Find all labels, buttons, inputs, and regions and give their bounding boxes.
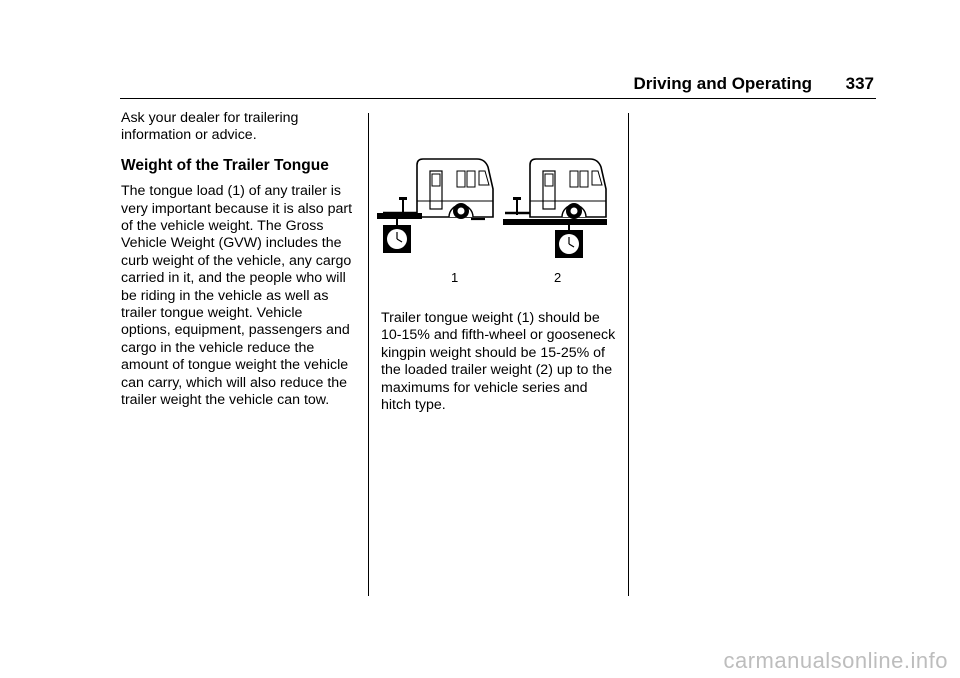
trailer-1 bbox=[377, 159, 493, 253]
right-column bbox=[381, 310, 621, 414]
section-heading: Weight of the Trailer Tongue bbox=[121, 156, 329, 174]
header-title: Driving and Operating bbox=[633, 74, 812, 93]
column-divider-right bbox=[628, 113, 629, 596]
header-rule bbox=[120, 98, 876, 99]
body-paragraph: The tongue load (1) of any trailer is very important because it is also part of the vehicle weight. The Gross Vehicle Weight (GVW) includes the curb weight of the vehicle, any cargo carried in it, and the people who will be riding in the vehicle as well as trailer tongue weight. Vehicle options, equipment, passengers and cargo in the vehicle reduce the amount of tongue weight the vehicle can carry, which will also reduce the trailer weight the vehicle can tow. bbox=[121, 183, 353, 409]
intro-paragraph: Ask your dealer for trailering information or advice. bbox=[121, 110, 299, 144]
watermark: carmanualsonline.info bbox=[723, 648, 948, 673]
page-number: 337 bbox=[845, 74, 874, 93]
trailer-2 bbox=[503, 159, 607, 258]
figure-label-1: 1 bbox=[451, 270, 459, 285]
figure-caption: Trailer tongue weight (1) should be 10-15% and fifth-wheel or gooseneck kingpin weight should be 15-25% of the loaded trailer weight (2) up to the maximums for vehicle series and hitch type. bbox=[381, 310, 616, 414]
figure-label-2: 2 bbox=[554, 270, 562, 285]
trailer-weight-figure bbox=[377, 155, 617, 290]
column-divider-left bbox=[368, 113, 369, 596]
left-column bbox=[121, 110, 356, 410]
page-header bbox=[120, 70, 876, 98]
trailer-illustration bbox=[377, 155, 617, 267]
